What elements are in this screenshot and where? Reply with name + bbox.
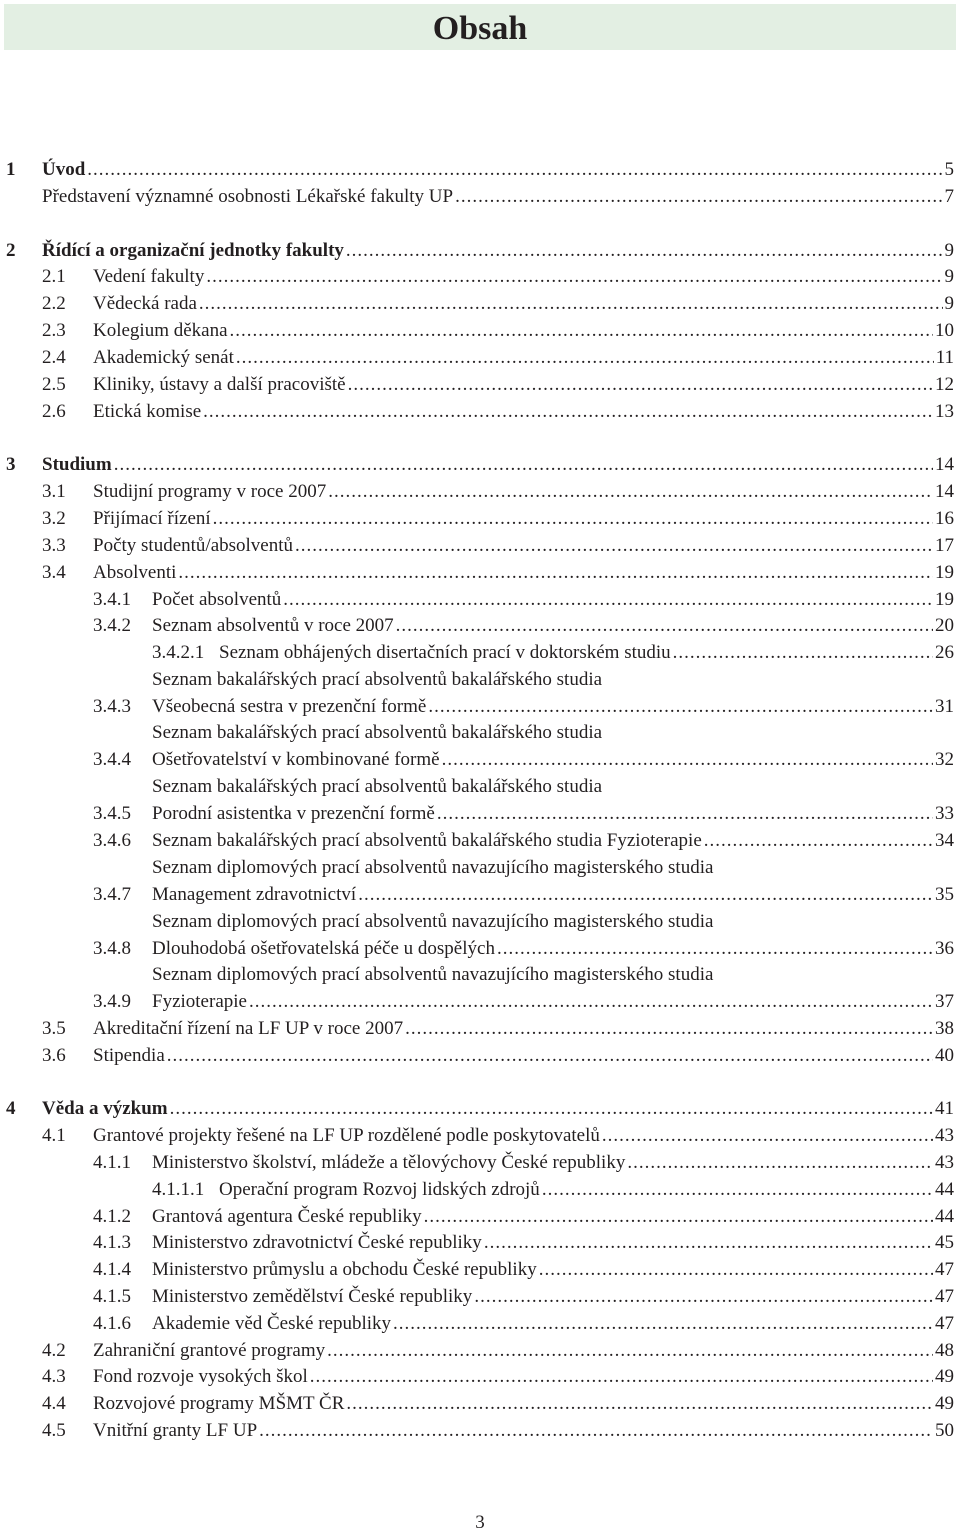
dot-leader (396, 614, 933, 638)
toc-number: 3.4.2.1 (152, 642, 205, 663)
toc-entry[interactable] (152, 829, 954, 853)
toc-number: 2.5 (42, 374, 66, 395)
toc-label-line1: Seznam bakalářských prací absolventů bakalářského studia (152, 669, 603, 690)
toc-label: Studium (42, 454, 112, 475)
toc-number: 4.1.1 (93, 1152, 131, 1173)
dot-leader (704, 829, 933, 853)
toc-number: 3.4.3 (93, 696, 131, 717)
dot-leader (87, 158, 942, 182)
dot-leader (437, 802, 933, 826)
dot-leader (348, 373, 933, 397)
toc-entry[interactable] (93, 1017, 954, 1041)
toc-label: Management zdravotnictví (152, 884, 357, 905)
toc-entry[interactable] (93, 1124, 954, 1148)
toc-label: Představení významné osobnosti Lékařské fakulty UP (42, 186, 454, 207)
toc-number: 3.4.6 (93, 830, 131, 851)
toc-number: 4.5 (42, 1420, 66, 1441)
dot-leader (199, 292, 943, 316)
toc-page-number: 48 (935, 1340, 954, 1361)
toc-number: 4.4 (42, 1393, 66, 1414)
toc-label: Akademický senát (93, 347, 234, 368)
dot-leader (484, 1231, 933, 1255)
toc-entry[interactable] (93, 507, 954, 531)
dot-leader (295, 534, 933, 558)
toc-label: Ministerstvo zdravotnictví České republiky (152, 1232, 482, 1253)
toc-page-number: 49 (935, 1393, 954, 1414)
toc-label: Ministerstvo průmyslu a obchodu České republiky (152, 1259, 537, 1280)
toc-page-number: 16 (935, 508, 954, 529)
toc-number: 3.4.8 (93, 938, 131, 959)
toc-label: Operační program Rozvoj lidských zdrojů (219, 1179, 540, 1200)
toc-page-number: 11 (935, 347, 954, 368)
toc-entry[interactable] (152, 695, 954, 719)
toc-number: 4.1 (42, 1125, 66, 1146)
toc-entry[interactable] (93, 1339, 954, 1363)
toc-entry[interactable] (152, 1151, 954, 1175)
toc-page-number: 49 (935, 1366, 954, 1387)
dot-leader (236, 346, 934, 370)
toc-label: Ošetřovatelství v kombinované formě (152, 749, 440, 770)
toc-label: Počet absolventů (152, 589, 282, 610)
toc-page-number: 35 (935, 884, 954, 905)
toc-label-line1: Seznam diplomových prací absolventů navazujícího magisterského studia (152, 911, 714, 932)
toc-label: Řídící a organizační jednotky fakulty (42, 240, 344, 261)
toc-label: Akreditační řízení na LF UP v roce 2007 (93, 1018, 404, 1039)
toc-number: 3.4.1 (93, 589, 131, 610)
toc-number: 3.3 (42, 535, 66, 556)
toc-page-number: 10 (935, 320, 954, 341)
toc-page-number: 47 (935, 1259, 954, 1280)
toc-entry[interactable] (152, 1285, 954, 1309)
toc-entry[interactable] (152, 588, 954, 612)
toc-entry[interactable] (93, 373, 954, 397)
toc-page-number: 9 (944, 266, 954, 287)
dot-leader (203, 400, 933, 424)
toc-number: 4.2 (42, 1340, 66, 1361)
toc-entry[interactable] (93, 534, 954, 558)
toc-number: 4.1.6 (93, 1313, 131, 1334)
toc-label-line1: Seznam diplomových prací absolventů navazujícího magisterského studia (152, 964, 714, 985)
toc-page-number: 43 (935, 1125, 954, 1146)
toc-number: 3.4.9 (93, 991, 131, 1012)
dot-leader (178, 561, 933, 585)
toc-number: 4.1.5 (93, 1286, 131, 1307)
toc-label: Stipendia (93, 1045, 165, 1066)
toc-number: 3.5 (42, 1018, 66, 1039)
toc-page-number: 36 (935, 938, 954, 959)
toc-page-number: 7 (944, 186, 954, 207)
toc-label: Ministerstvo školství, mládeže a tělovýchovy České republiky (152, 1152, 626, 1173)
dot-leader (170, 1097, 933, 1121)
toc-number: 2.6 (42, 401, 66, 422)
dot-leader (497, 937, 933, 961)
toc-entry[interactable] (42, 185, 954, 209)
toc-entry[interactable] (93, 346, 954, 370)
toc-page-number: 20 (935, 615, 954, 636)
toc-label: Všeobecná sestra v prezenční formě (152, 696, 427, 717)
toc-number: 2.2 (42, 293, 66, 314)
toc-label: Přijímací řízení (93, 508, 211, 529)
dot-leader (405, 1017, 933, 1041)
toc-label: Seznam absolventů v roce 2007 (152, 615, 394, 636)
toc-label: Akademie věd České republiky (152, 1313, 392, 1334)
toc-entry[interactable] (93, 1392, 954, 1416)
toc-number: 4.3 (42, 1366, 66, 1387)
toc-page-number: 33 (935, 803, 954, 824)
toc-page-number: 45 (935, 1232, 954, 1253)
toc-label: Vědecká rada (93, 293, 197, 314)
toc-page-number: 47 (935, 1286, 954, 1307)
dot-leader (474, 1285, 933, 1309)
toc-page-number: 13 (935, 401, 954, 422)
toc-label: Vedení fakulty (93, 266, 205, 287)
toc-label: Grantové projekty řešené na LF UP rozdělené podle poskytovatelů (93, 1125, 600, 1146)
toc-entry[interactable] (93, 1419, 954, 1443)
toc-label: Ministerstvo zemědělství České republiky (152, 1286, 473, 1307)
toc-number: 1 (6, 159, 16, 180)
dot-leader (283, 588, 933, 612)
dot-leader (259, 1419, 933, 1443)
toc-page-number: 50 (935, 1420, 954, 1441)
dot-leader (393, 1312, 933, 1336)
toc-entry[interactable] (152, 937, 954, 961)
toc-entry[interactable] (93, 1365, 954, 1389)
dot-leader (213, 507, 933, 531)
toc-number: 3.1 (42, 481, 66, 502)
toc-page-number: 12 (935, 374, 954, 395)
toc-label-line1: Seznam bakalářských prací absolventů bakalářského studia (152, 722, 603, 743)
toc-page-number: 32 (935, 749, 954, 770)
toc-entry[interactable] (152, 1258, 954, 1282)
dot-leader (328, 480, 933, 504)
toc-page-number: 9 (944, 240, 954, 261)
toc-number: 4 (6, 1098, 16, 1119)
toc-entry[interactable] (42, 158, 954, 182)
dot-leader (230, 319, 933, 343)
toc-page-number: 41 (935, 1098, 954, 1119)
toc-number: 4.1.4 (93, 1259, 131, 1280)
toc-number: 4.1.1.1 (152, 1179, 205, 1200)
toc-label: Vnitřní granty LF UP (93, 1420, 258, 1441)
toc-entry[interactable] (93, 319, 954, 343)
toc-entry[interactable] (152, 990, 954, 1014)
toc-number: 3.4.5 (93, 803, 131, 824)
dot-leader (206, 265, 942, 289)
page-title: Obsah (432, 10, 528, 47)
toc-label-line1: Seznam diplomových prací absolventů navazujícího magisterského studia (152, 857, 714, 878)
dot-leader (167, 1044, 933, 1068)
toc-page-number: 14 (935, 481, 954, 502)
dot-leader (346, 239, 943, 263)
toc-page-number: 37 (935, 991, 954, 1012)
toc-label: Fond rozvoje vysokých škol (93, 1366, 308, 1387)
toc-page-number: 5 (944, 159, 954, 180)
dot-leader (442, 748, 933, 772)
toc-label: Dlouhodobá ošetřovatelská péče u dospělých (152, 938, 495, 959)
dot-leader (428, 695, 933, 719)
toc-entry[interactable] (93, 400, 954, 424)
toc-label: Kliniky, ústavy a další pracoviště (93, 374, 346, 395)
toc-page-number: 19 (935, 562, 954, 583)
title-band (4, 4, 956, 50)
toc-page-number: 44 (935, 1206, 954, 1227)
toc-entry[interactable] (93, 292, 954, 316)
toc-label: Seznam bakalářských prací absolventů bakalářského studia Fyzioterapie (152, 830, 702, 851)
toc-label: Rozvojové programy MŠMT ČR (93, 1393, 345, 1414)
dot-leader (455, 185, 942, 209)
toc-entry[interactable] (152, 748, 954, 772)
toc-entry[interactable] (42, 453, 954, 477)
toc-entry[interactable] (152, 883, 954, 907)
toc-number: 2.4 (42, 347, 66, 368)
toc-page-number: 44 (935, 1179, 954, 1200)
toc-page-number: 40 (935, 1045, 954, 1066)
toc-label: Fyzioterapie (152, 991, 247, 1012)
dot-leader (327, 1339, 933, 1363)
toc-label: Věda a výzkum (42, 1098, 168, 1119)
toc-entry[interactable] (42, 239, 954, 263)
toc-label: Studijní programy v roce 2007 (93, 481, 327, 502)
toc-page-number: 19 (935, 589, 954, 610)
dot-leader (673, 641, 933, 665)
toc-entry[interactable] (219, 641, 954, 665)
toc-label: Absolventi (93, 562, 177, 583)
toc-entry[interactable] (93, 480, 954, 504)
toc-entry[interactable] (152, 802, 954, 826)
toc-page-number: 43 (935, 1152, 954, 1173)
dot-leader (249, 990, 933, 1014)
toc-page-number: 34 (935, 830, 954, 851)
toc-entry[interactable] (152, 614, 954, 638)
dot-leader (602, 1124, 933, 1148)
toc-number: 3.2 (42, 508, 66, 529)
toc-number: 4.1.3 (93, 1232, 131, 1253)
toc-number: 2.1 (42, 266, 66, 287)
toc-entry[interactable] (152, 1231, 954, 1255)
toc-page-number: 9 (944, 293, 954, 314)
dot-leader (358, 883, 933, 907)
page-number: 3 (475, 1512, 485, 1533)
toc-page-number: 17 (935, 535, 954, 556)
toc-label: Grantová agentura České republiky (152, 1206, 422, 1227)
toc-page-number: 47 (935, 1313, 954, 1334)
toc-number: 3.4.4 (93, 749, 131, 770)
toc-label: Počty studentů/absolventů (93, 535, 294, 556)
dot-leader (542, 1178, 933, 1202)
toc-page-number: 31 (935, 696, 954, 717)
toc-label: Etická komise (93, 401, 202, 422)
toc-entry[interactable] (93, 1044, 954, 1068)
toc-entry[interactable] (152, 1312, 954, 1336)
dot-leader (627, 1151, 933, 1175)
toc-number: 3.4.2 (93, 615, 131, 636)
toc-entry[interactable] (219, 1178, 954, 1202)
toc-entry[interactable] (93, 265, 954, 289)
dot-leader (539, 1258, 933, 1282)
toc-entry[interactable] (152, 1205, 954, 1229)
toc-page-number: 38 (935, 1018, 954, 1039)
dot-leader (114, 453, 933, 477)
toc-entry[interactable] (93, 561, 954, 585)
dot-leader (424, 1205, 933, 1229)
toc-label: Úvod (42, 159, 86, 180)
dot-leader (310, 1365, 933, 1389)
toc-number: 2 (6, 240, 16, 261)
toc-number: 4.1.2 (93, 1206, 131, 1227)
toc-label: Kolegium děkana (93, 320, 228, 341)
toc-label: Zahraniční grantové programy (93, 1340, 326, 1361)
toc-label: Seznam obhájených disertačních prací v doktorském studiu (219, 642, 671, 663)
toc-number: 3 (6, 454, 16, 475)
toc-number: 2.3 (42, 320, 66, 341)
toc-entry[interactable] (42, 1097, 954, 1121)
toc-page-number: 26 (935, 642, 954, 663)
toc-number: 3.4 (42, 562, 66, 583)
dot-leader (346, 1392, 933, 1416)
toc-number: 3.4.7 (93, 884, 131, 905)
toc-number: 3.6 (42, 1045, 66, 1066)
toc-label: Porodní asistentka v prezenční formě (152, 803, 435, 824)
toc-label-line1: Seznam bakalářských prací absolventů bakalářského studia (152, 776, 603, 797)
toc-page-number: 14 (935, 454, 954, 475)
